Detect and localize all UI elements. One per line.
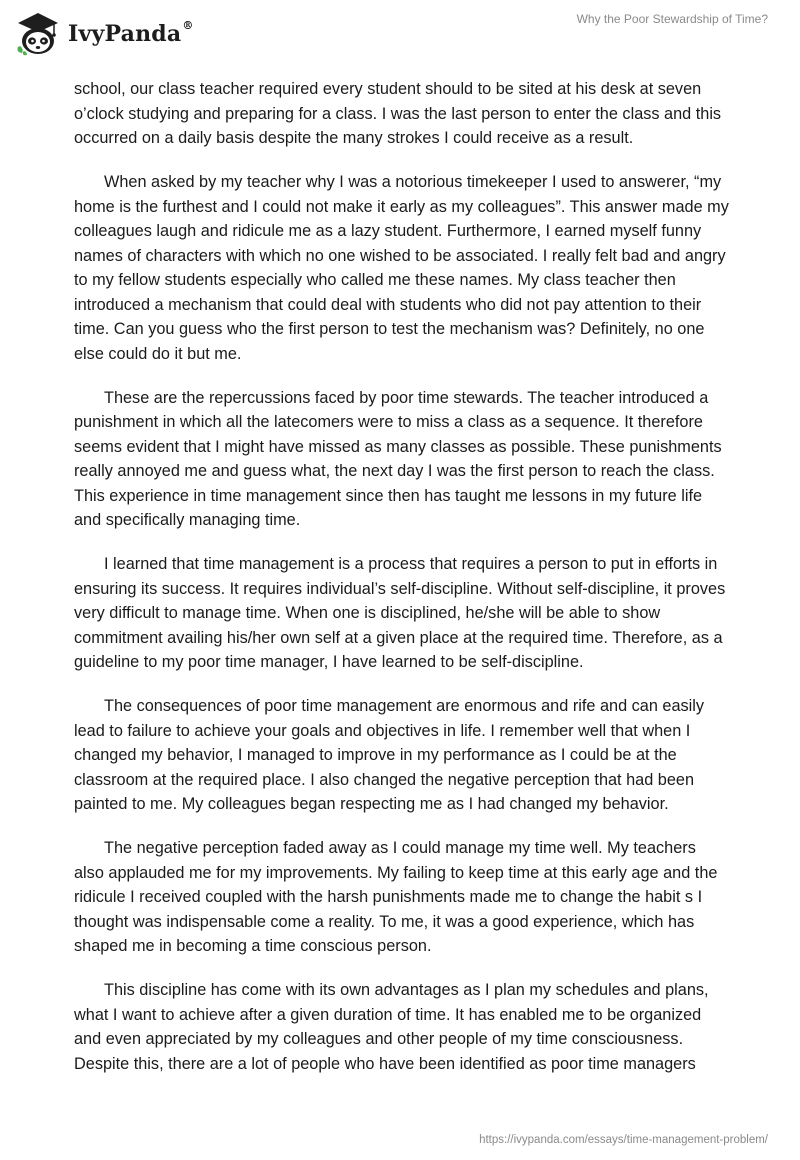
ivypanda-logo[interactable] [14, 10, 194, 56]
paragraph: school, our class teacher required every student should to be sited at his desk at seven o’clock studying and preparing for a class. I was the last person to enter the class and this occurred on a daily basis despite the many strokes I could receive as a result. [74, 80, 722, 147]
paragraph: This discipline has come with its own advantages as I plan my schedules and plans, what I want to achieve after a given duration of time. It has enabled me to be organized and even appreciated by my colleagues and other people of my time consciousness. Despite this, there are a lot of people who have been identified as poor time managers [74, 981, 709, 1073]
brand-name: IvyPanda® [68, 19, 194, 47]
paragraph: The consequences of poor time management are enormous and rife and can easily lead to failure to achieve your goals and objectives in life. I remember well that when I changed my behavior, I managed to improve in my performance as I could be at the classroom at the required place. I also changed the negative perception that had been painted to me. My colleagues began respecting me as I had changed my behavior. [74, 697, 705, 813]
paragraph: These are the repercussions faced by poor time stewards. The teacher introduced a punishment in which all the latecomers were to miss a class as a sequence. It therefore seems evident that I might have missed as many classes as possible. These punishments really annoyed me and guess what, the next day I was the first person to reach the class. This experience in time management since then has taught me lessons in my future life and specifically managing time. [74, 388, 722, 529]
paragraph: When asked by my teacher why I was a notorious timekeeper I used to answerer, “my home is the furthest and I could not make it early as my colleagues”. This answer made my colleagues laugh and ridicule me as a lazy student. Furthermore, I earned myself funny names of characters with which no one wished to be associated. I really felt bad and angry to my fellow students especially who called me these names. My class teacher then introduced a mechanism that could deal with students who did not pay attention to their time. Can you guess who the first person to test the mechanism was? Definitely, no one else could do it but me. [74, 173, 729, 363]
panda-graduation-cap-icon [14, 10, 62, 56]
essay-body [74, 77, 730, 1096]
paragraph: I learned that time management is a process that requires a person to put in efforts in ensuring its success. It requires individual’s self-discipline. Without self-discipline, it proves very difficult to manage time. When one is disciplined, he/she will be able to show commitment availing his/her own self at a given place at the required time. Therefore, as a guideline to my poor time manager, I have learned to be self-discipline. [74, 555, 726, 671]
document-title: Why the Poor Stewardship of Time? [576, 12, 768, 26]
page-header [0, 0, 800, 64]
paragraph: The negative perception faded away as I could manage my time well. My teachers also applauded me for my improvements. My failing to keep time at this early age and the ridicule I received coupled with the harsh punishments made me to change the habit s I thought was indispensable come a reality. To me, it was a good experience, which has shaped me in becoming a time conscious person. [74, 839, 718, 955]
source-url[interactable]: https://ivypanda.com/essays/time-management-problem/ [479, 1134, 768, 1146]
